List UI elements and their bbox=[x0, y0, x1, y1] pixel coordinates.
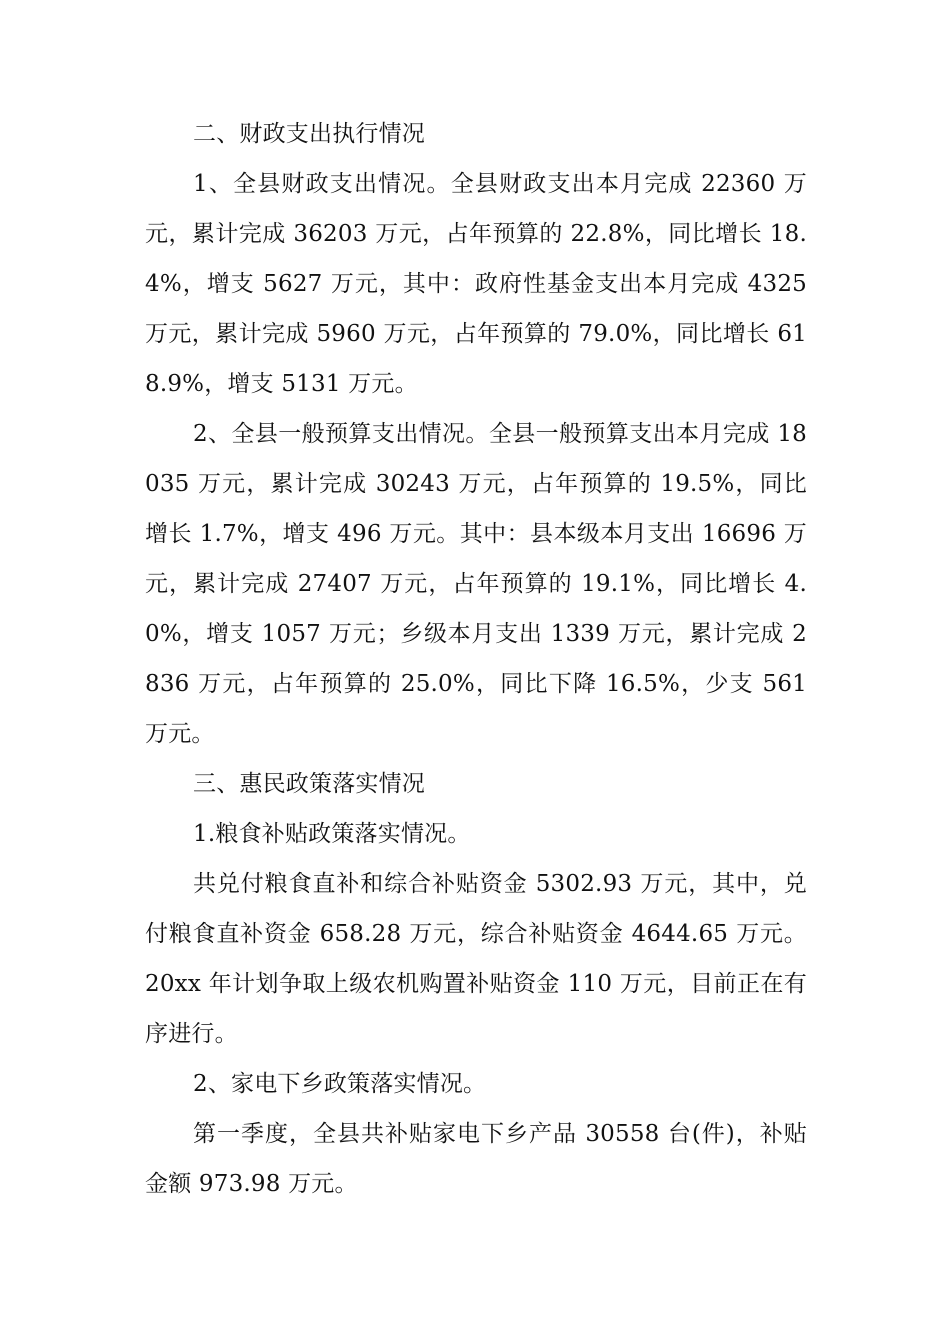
paragraph-county-expenditure: 1、全县财政支出情况。全县财政支出本月完成 22360 万元，累计完成 36203 万元，占年预算的 22.8%，同比增长 18.4%，增支 5627 万元，其中：政府性基金支出本月完成 4325 万元，累计完成 5960 万元，占年预算的 79.0%，同比增长 618.9%，增支 5131 万元。 bbox=[145, 171, 807, 397]
paragraph-grain-subsidy: 共兑付粮食直补和综合补贴资金 5302.93 万元，其中，兑付粮食直补资金 658.28 万元，综合补贴资金 4644.65 万元。20xx 年计划争取上级农机购置补贴资金 110 万元，目前正在有序进行。 bbox=[145, 871, 807, 1047]
section-heading-policy-implementation: 三、惠民政策落实情况 bbox=[193, 771, 425, 797]
document-page bbox=[145, 109, 807, 1209]
paragraph-appliance-subsidy: 第一季度，全县共补贴家电下乡产品 30558 台(件)，补贴金额 973.98 万元。 bbox=[145, 1121, 807, 1197]
subheading-grain-subsidy: 1.粮食补贴政策落实情况。 bbox=[193, 821, 471, 847]
paragraph-general-budget-expenditure: 2、全县一般预算支出情况。全县一般预算支出本月完成 18035 万元，累计完成 30243 万元，占年预算的 19.5%，同比增长 1.7%，增支 496 万元。其中：县本级本月支出 16696 万元，累计完成 27407 万元，占年预算的 19.1%，同比增长 4.0%，增支 1057 万元；乡级本月支出 1339 万元，累计完成 2836 万元，占年预算的 25.0%，同比下降 16.5%，少支 561 万元。 bbox=[145, 421, 807, 747]
subheading-appliance-subsidy: 2、家电下乡政策落实情况。 bbox=[193, 1071, 487, 1097]
section-heading-fiscal-expenditure: 二、财政支出执行情况 bbox=[193, 121, 425, 147]
